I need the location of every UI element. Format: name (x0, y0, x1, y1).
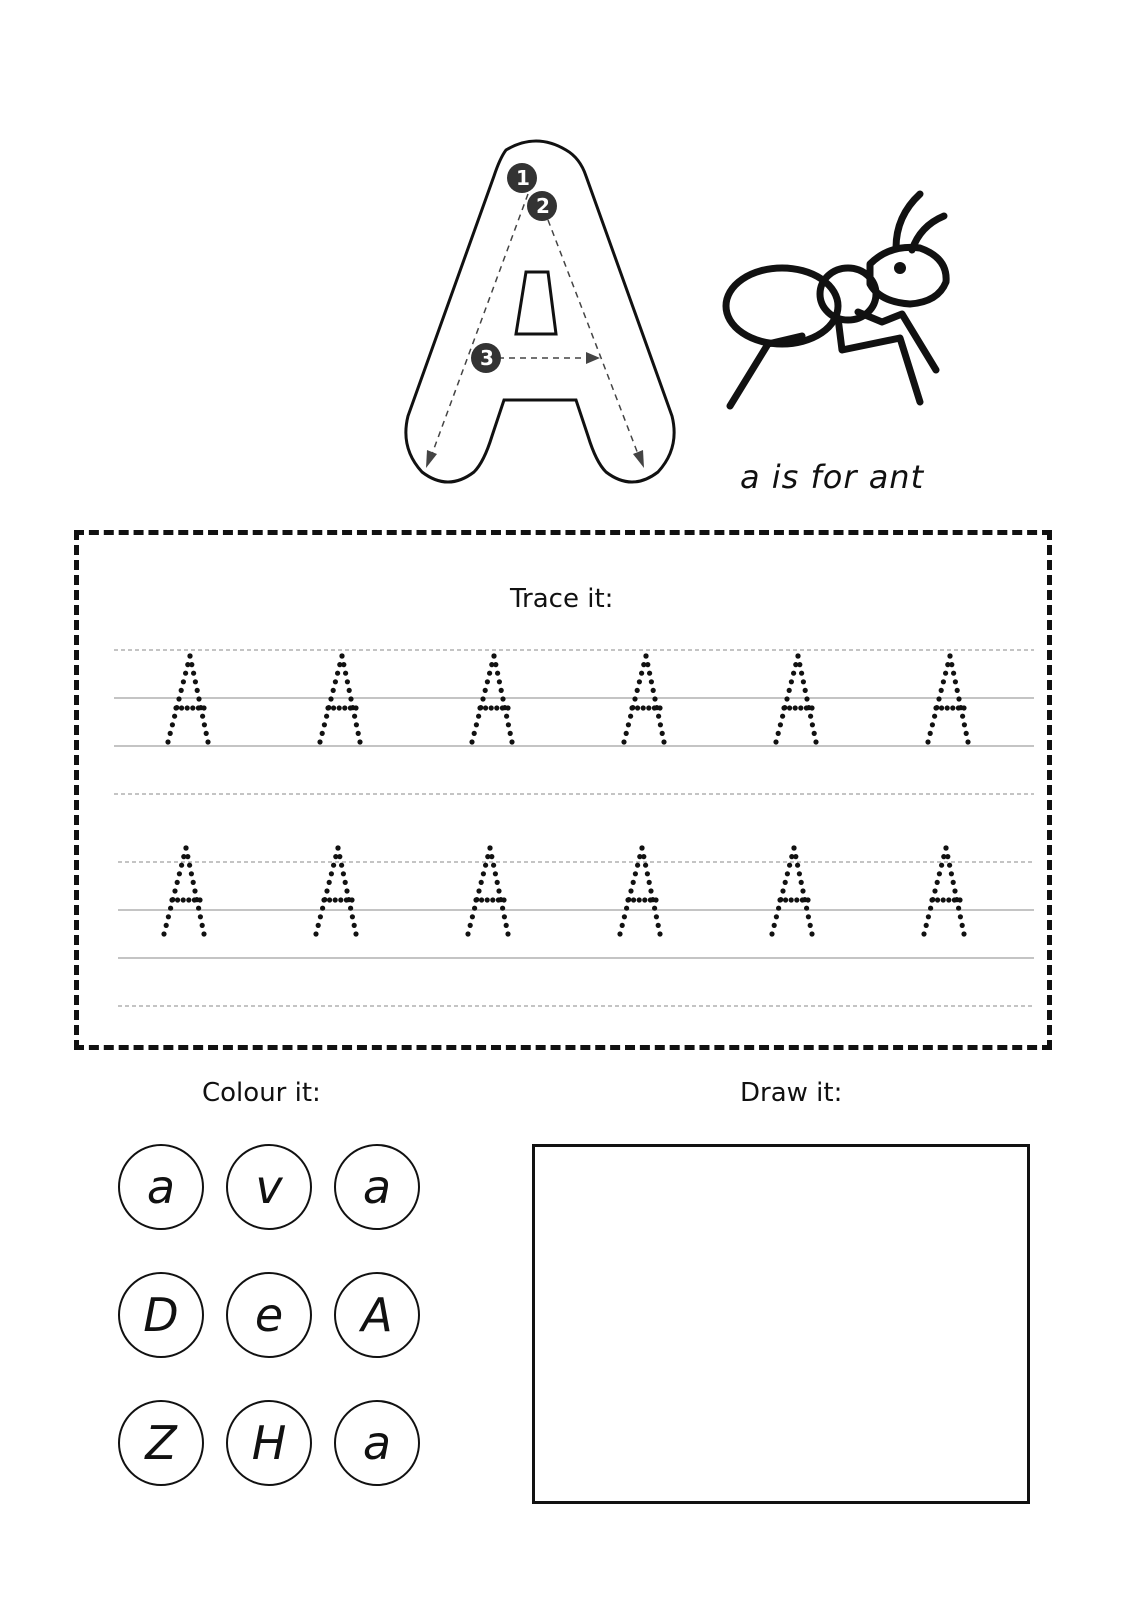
trace-letter-a (464, 650, 524, 750)
colour-circle-letter: a (362, 1160, 392, 1214)
trace-letter-a (612, 842, 672, 942)
trace-letter-a (156, 842, 216, 942)
colour-circle-letter: a (362, 1416, 392, 1470)
colour-circle[interactable] (334, 1144, 420, 1230)
colour-circle-letter: A (361, 1288, 393, 1342)
colour-circle[interactable] (226, 1144, 312, 1230)
trace-letter-a (460, 842, 520, 942)
stroke-number-3: 3 (480, 346, 494, 370)
colour-circle-letter: e (254, 1288, 284, 1342)
trace-letter-a (768, 650, 828, 750)
trace-letter-a (764, 842, 824, 942)
big-letter-a-outline (396, 136, 696, 496)
colour-circle[interactable] (334, 1400, 420, 1486)
caption-a-is-for-ant: a is for ant (740, 458, 925, 496)
colour-circle[interactable] (334, 1272, 420, 1358)
colour-circle[interactable] (226, 1272, 312, 1358)
trace-letter-a (308, 842, 368, 942)
trace-letter-a (920, 650, 980, 750)
stroke-number-1: 1 (516, 166, 530, 190)
colour-circle-letter: D (143, 1288, 179, 1342)
trace-letter-a (616, 650, 676, 750)
trace-letter-a (160, 650, 220, 750)
trace-letter-a (916, 842, 976, 942)
colour-circle-letter: H (251, 1416, 287, 1470)
colour-circle[interactable] (118, 1144, 204, 1230)
colour-circle[interactable] (226, 1400, 312, 1486)
trace-title: Trace it: (510, 584, 614, 614)
colour-title: Colour it: (202, 1078, 321, 1108)
colour-circle[interactable] (118, 1400, 204, 1486)
ant-icon (720, 186, 980, 426)
trace-letter-a (312, 650, 372, 750)
drawing-area[interactable] (532, 1144, 1030, 1504)
trace-lines (114, 640, 1034, 1020)
colour-circle[interactable] (118, 1272, 204, 1358)
stroke-number-2: 2 (536, 194, 550, 218)
colour-circle-letter: a (146, 1160, 176, 1214)
colour-circle-letter: Z (145, 1416, 177, 1470)
colour-circle-letter: v (255, 1160, 283, 1214)
draw-title: Draw it: (740, 1078, 843, 1108)
